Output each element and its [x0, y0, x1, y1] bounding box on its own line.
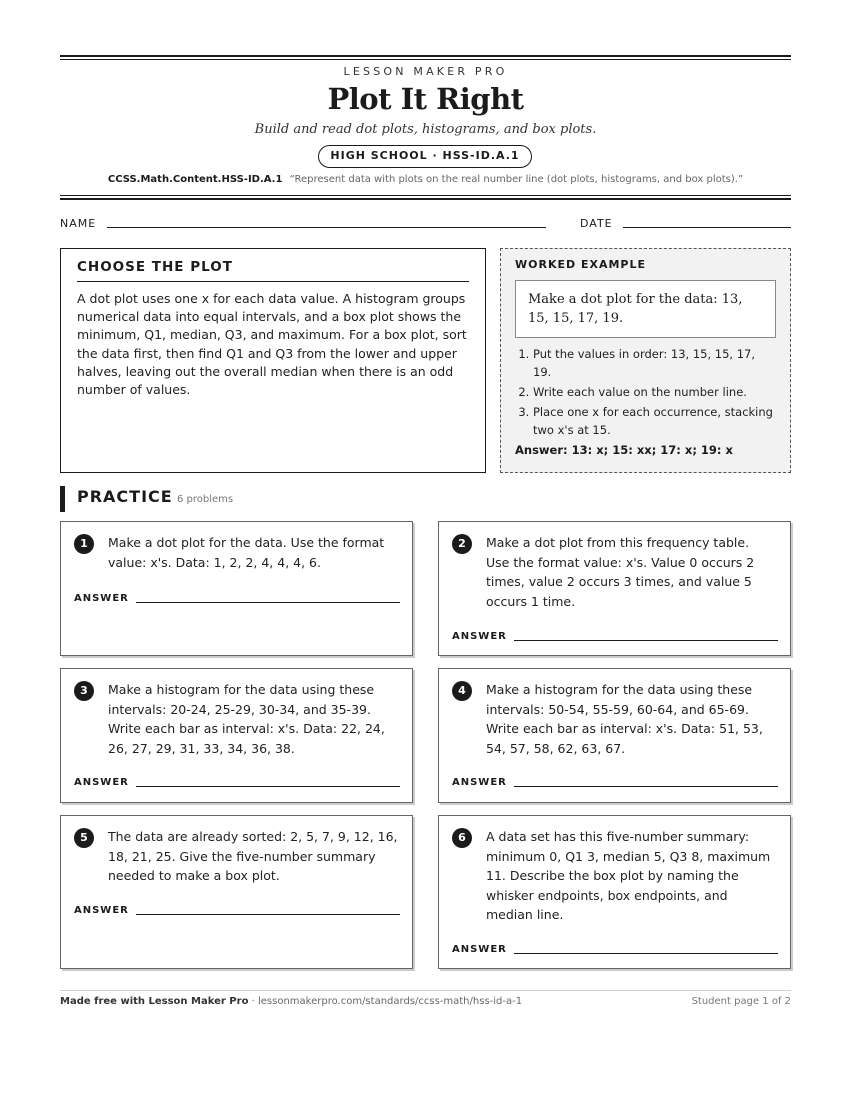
answer-field[interactable] — [514, 786, 778, 787]
problem-text: Make a dot plot for the data. Use the format value: x's. Data: 1, 2, 2, 4, 4, 4, 6. — [108, 535, 385, 570]
problem-text: The data are already sorted: 2, 5, 7, 9, 12, 16, 18, 21, 25. Give the five-number summary needed to make a box plot. — [108, 829, 398, 883]
problem-number-badge: 6 — [452, 828, 472, 848]
answer-field[interactable] — [136, 786, 400, 787]
problem-number-badge: 3 — [74, 681, 94, 701]
header-top-rule — [60, 55, 791, 57]
footer-url[interactable]: · lessonmakerpro.com/standards/ccss-math/hss-id-a-1 — [248, 996, 523, 1007]
answer-field[interactable] — [136, 914, 400, 915]
page-subtitle: Build and read dot plots, histograms, and box plots. — [254, 122, 597, 137]
problem-card-1 — [60, 521, 413, 656]
worked-example-prompt: Make a dot plot for the data: 13, 15, 15, 17, 19. — [515, 280, 776, 338]
problem-card-6 — [438, 815, 791, 969]
standard-code: CCSS.Math.Content.HSS-ID.A.1 — [107, 174, 283, 185]
answer-field[interactable] — [136, 602, 400, 603]
page-title: Plot It Right — [327, 82, 524, 116]
answer-label: ANSWER — [74, 905, 129, 916]
worked-example-steps — [515, 345, 776, 439]
worked-example-step: 3. Place one x for each occurrence, stacking two x's at 15. — [533, 403, 776, 439]
date-label: DATE — [580, 217, 613, 230]
answer-label: ANSWER — [452, 777, 507, 788]
answer-label: ANSWER — [452, 631, 507, 642]
practice-count: 6 problems — [177, 494, 234, 505]
problem-text: Make a dot plot from this frequency table. Use the format value: x's. Value 0 occurs 2 times, value 2 occurs 3 times, and value 5 occurs 1 time. — [486, 535, 755, 609]
problem-number-badge: 5 — [74, 828, 94, 848]
header-bottom-rule — [60, 198, 791, 200]
answer-label: ANSWER — [74, 777, 129, 788]
standard-description: “Represent data with plots on the real number line (dot plots, histograms, and box plots).” — [289, 174, 744, 185]
problem-number-badge: 2 — [452, 534, 472, 554]
worked-example-step: 2. Write each value on the number line. — [533, 383, 776, 401]
choose-plot-box — [60, 248, 486, 473]
grade-standard-badge: HIGH SCHOOL · HSS-ID.A.1 — [318, 145, 532, 168]
problem-card-2 — [438, 521, 791, 656]
header-top-rule-thin — [60, 59, 791, 60]
answer-label: ANSWER — [74, 593, 129, 604]
answer-label: ANSWER — [452, 944, 507, 955]
footer-made-with: Made free with Lesson Maker Pro — [60, 996, 249, 1007]
brand-name: LESSON MAKER PRO — [343, 65, 508, 78]
choose-plot-heading: CHOOSE THE PLOT — [77, 259, 469, 282]
footer-credit — [60, 996, 522, 1007]
practice-title: PRACTICE — [77, 487, 173, 506]
choose-plot-body: A dot plot uses one x for each data value. A histogram groups numerical data into equal intervals, and a box plot shows the minimum, Q1, median, Q3, and maximum. For a box plot, sort the data first, then find Q1 and Q3 from the lower and upper halves, leaving out the overall median when there is an odd number of values. — [77, 291, 467, 398]
answer-field[interactable] — [514, 640, 778, 641]
worked-example-heading: WORKED EXAMPLE — [515, 258, 646, 271]
name-field[interactable] — [107, 227, 546, 228]
problem-text: Make a histogram for the data using these intervals: 50-54, 55-59, 60-64, and 65-69. Write each bar as interval: x's. Data: 51, 53, 54, 57, 58, 62, 63, 67. — [486, 682, 763, 756]
answer-field[interactable] — [514, 953, 778, 954]
footer-rule — [60, 990, 791, 991]
standard-line — [60, 174, 791, 185]
practice-accent-bar — [60, 486, 65, 512]
problem-text: Make a histogram for the data using these intervals: 20-24, 25-29, 30-34, and 35-39. Write each bar as interval: x's. Data: 22, 24, 26, 27, 29, 31, 33, 34, 36, 38. — [108, 682, 385, 756]
problem-card-3 — [60, 668, 413, 803]
name-label: NAME — [60, 217, 97, 230]
worked-example-box — [500, 248, 791, 473]
header-bottom-rule-thin — [60, 195, 791, 196]
problem-card-5 — [60, 815, 413, 969]
worked-example-answer: Answer: 13: x; 15: xx; 17: x; 19: x — [515, 443, 733, 457]
problem-card-4 — [438, 668, 791, 803]
problem-number-badge: 4 — [452, 681, 472, 701]
problem-text: A data set has this five-number summary: minimum 0, Q1 3, median 5, Q3 8, maximum 11. Describe the box plot by naming the whisker endpoints, box endpoints, and median line. — [486, 829, 771, 922]
worked-example-step: 1. Put the values in order: 13, 15, 15, 17, 19. — [533, 345, 776, 381]
problem-number-badge: 1 — [74, 534, 94, 554]
footer-page-number: Student page 1 of 2 — [691, 996, 791, 1007]
date-field[interactable] — [623, 227, 791, 228]
